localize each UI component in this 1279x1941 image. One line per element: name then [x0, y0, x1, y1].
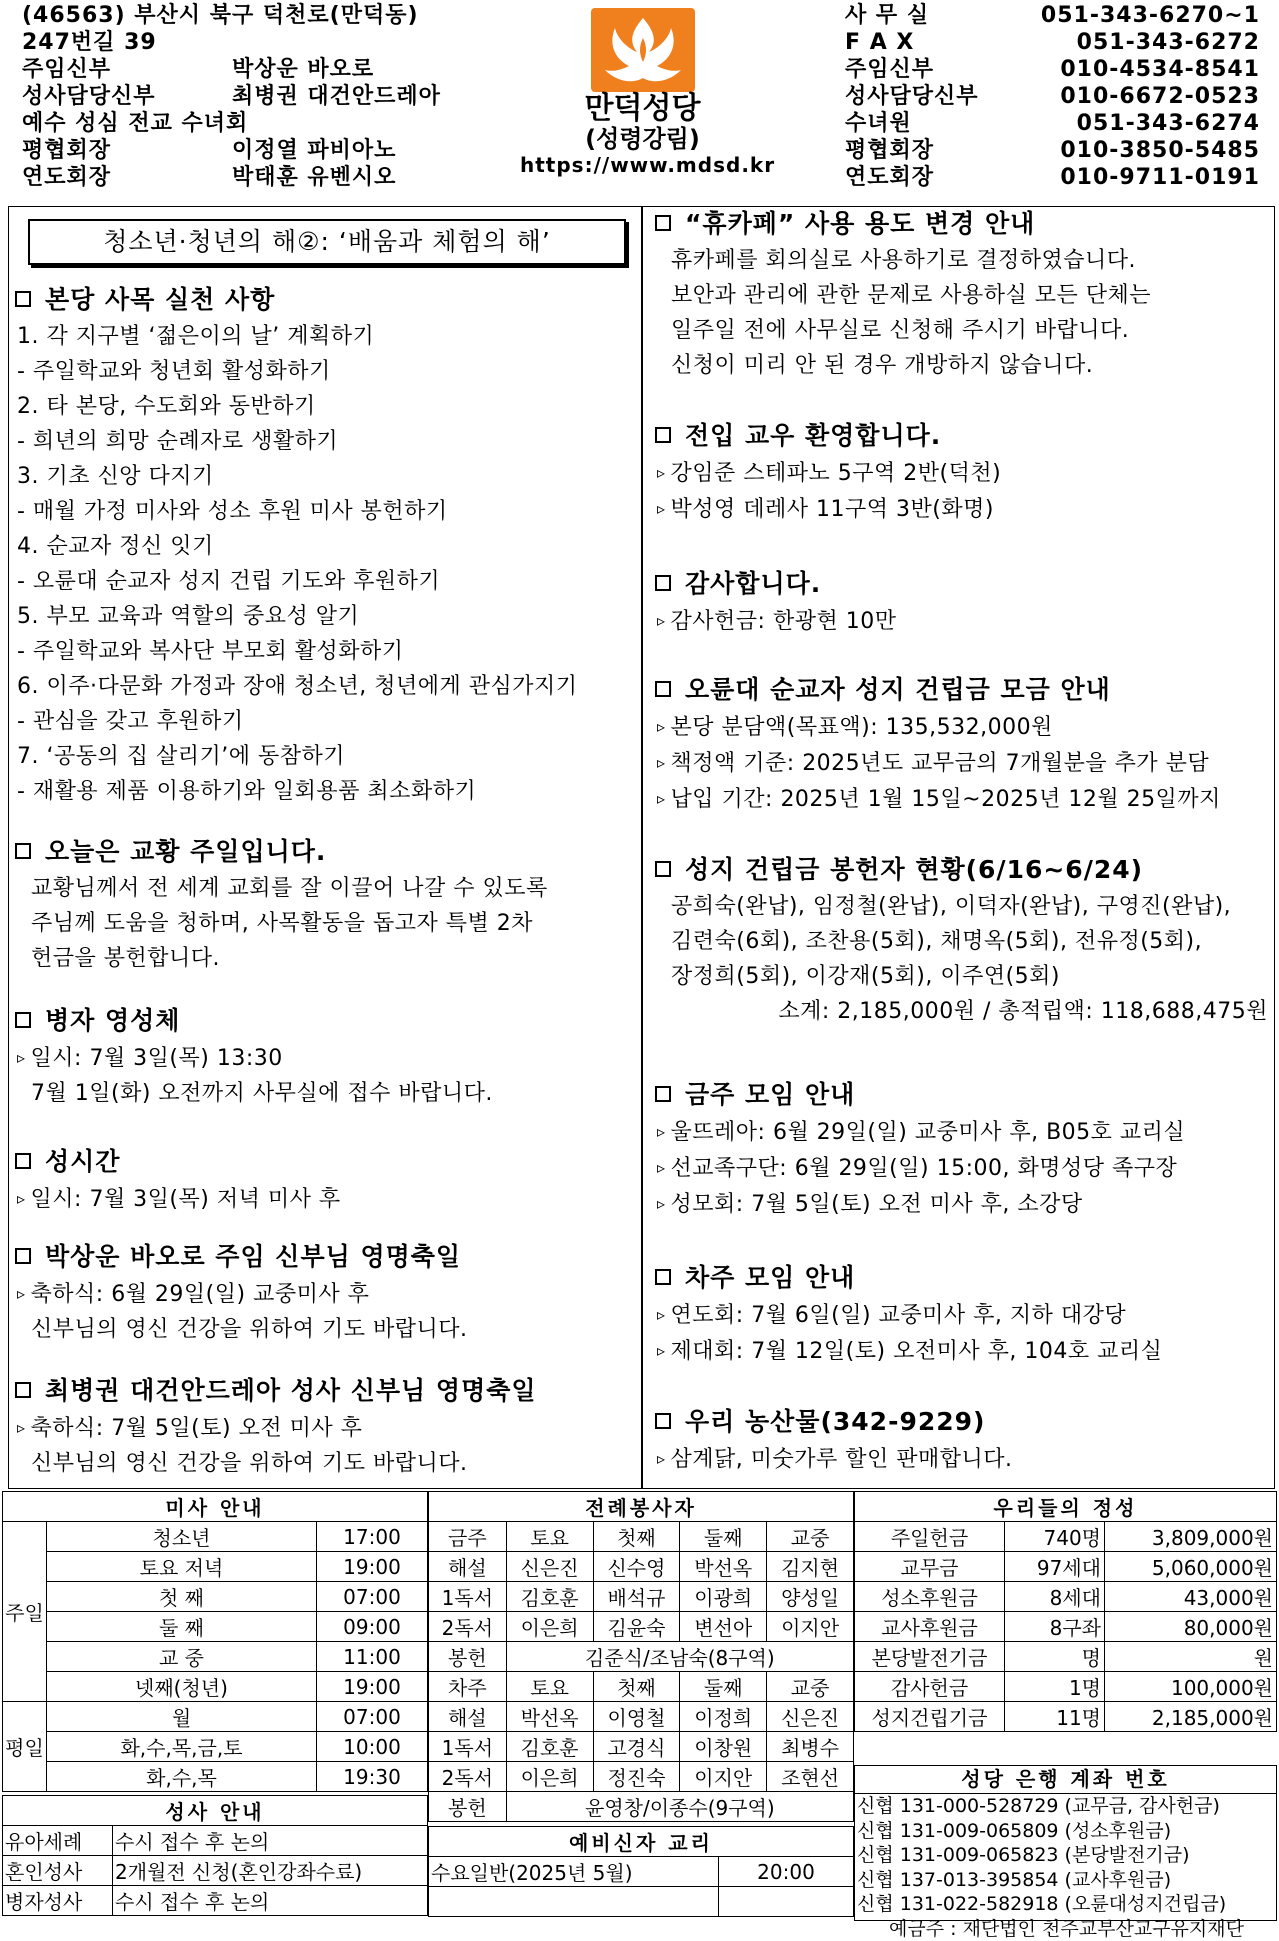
section-line: - 주일학교와 청년회 활성화하기	[9, 354, 642, 389]
header-value: 051-343-6270~1	[1041, 2, 1260, 29]
checkbox-icon	[15, 1012, 31, 1028]
table-cell: 첫째	[593, 1522, 680, 1552]
checkbox-icon	[655, 1413, 671, 1429]
header-label: 예수 성심 전교 수녀회	[22, 110, 248, 137]
table-cell: 토요	[506, 1672, 593, 1702]
checkbox-icon	[655, 681, 671, 697]
header-label: 사 무 실	[845, 2, 1041, 29]
table-row	[429, 1612, 854, 1642]
table-cell: 수요일반(2025년 5월)	[429, 1857, 719, 1887]
table-row	[3, 1762, 428, 1792]
table-cell: 07:00	[317, 1702, 428, 1732]
table-cell: 최병수	[767, 1732, 854, 1762]
table-row	[429, 1762, 854, 1792]
notice-section	[649, 1403, 1274, 1477]
table-cell: 07:00	[317, 1582, 428, 1612]
header-right-row	[845, 83, 1260, 110]
section-line: 2. 타 본당, 수도회와 동반하기	[9, 389, 642, 424]
header-label: 연도회장	[22, 164, 232, 191]
table-row	[855, 1552, 1277, 1582]
header-right-contacts	[845, 2, 1260, 191]
table-cell: 본당발전기금	[855, 1642, 1005, 1672]
section-line: ▹ 책정액 기준: 2025년도 교무금의 7개월분을 추가 분담	[649, 745, 1274, 781]
table-cell: 이은희	[506, 1762, 593, 1792]
section-title	[649, 851, 1274, 889]
section-line: 신부님의 영신 건강을 위하여 기도 바랍니다.	[9, 1446, 642, 1481]
section-line: 교황님께서 전 세계 교회를 잘 이끌어 나갈 수 있도록	[9, 871, 642, 906]
bank-holder: 예금주 : 재단법인 천주교부산교구유지재단	[857, 1917, 1276, 1941]
section-title	[9, 1372, 642, 1410]
table-cell: 19:00	[317, 1672, 428, 1702]
table-row	[3, 1796, 428, 1826]
table-cell: 신수영	[593, 1552, 680, 1582]
table-cell: 성사 안내	[3, 1796, 428, 1826]
header-left-info	[22, 2, 582, 191]
dove-flame-logo-icon	[591, 8, 695, 92]
table-cell: 봉헌	[429, 1642, 507, 1672]
section-line: ▹ 일시: 7월 3일(목) 13:30	[9, 1040, 642, 1076]
bank-accounts-box	[854, 1765, 1277, 1921]
section-line: - 매월 가정 미사와 성소 후원 미사 봉헌하기	[9, 494, 642, 529]
table-cell: 교무금	[855, 1552, 1005, 1582]
church-subtitle: (성령강림)	[520, 126, 765, 152]
table-cell: 2독서	[429, 1612, 507, 1642]
table-cell: 80,000원	[1105, 1612, 1277, 1642]
header-value: 051-343-6272	[1045, 29, 1260, 56]
section-title	[9, 1143, 642, 1181]
table-cell: 김호훈	[506, 1732, 593, 1762]
table-cell: 양성일	[767, 1582, 854, 1612]
table-cell: 박선옥	[506, 1702, 593, 1732]
table-cell: 신은진	[767, 1702, 854, 1732]
header-label: (46563) 부산시 북구 덕천로(만덕동)	[22, 2, 419, 29]
header-label: 평협회장	[22, 137, 232, 164]
header-right-row	[845, 2, 1260, 29]
section-title-text: 본당 사목 실천 사항	[45, 285, 275, 314]
header-value: 최병권 대건안드레아	[232, 83, 441, 110]
header-left-row	[22, 2, 582, 29]
notice-section	[9, 1002, 642, 1111]
checkbox-icon	[655, 215, 671, 231]
table-cell: 병자성사	[3, 1886, 113, 1916]
section-line: 6. 이주·다문화 가정과 장애 청소년, 청년에게 관심가지기	[9, 669, 642, 704]
header-value: 박상운 바오로	[232, 56, 374, 83]
table-cell: 100,000원	[1105, 1672, 1277, 1702]
header-left-row	[22, 137, 582, 164]
table-row	[3, 1886, 428, 1916]
table-cell: 둘째	[680, 1522, 767, 1552]
notice-section	[649, 671, 1274, 817]
section-line: 보안과 관리에 관한 문제로 사용하실 모든 단체는	[649, 278, 1274, 313]
header-label: 수녀원	[845, 110, 1045, 137]
section-line: 공희숙(완납), 임정철(완납), 이덕자(완납), 구영진(완납),	[649, 889, 1274, 924]
checkbox-icon	[15, 843, 31, 859]
section-line: 1. 각 지구별 ‘젊은이의 날’ 계획하기	[9, 319, 642, 354]
table-cell: 화,수,목	[47, 1762, 317, 1792]
table-cell: 3,809,000원	[1105, 1522, 1277, 1552]
notice-section	[649, 1076, 1274, 1222]
header-label: 평협회장	[845, 137, 1045, 164]
header-value: 박태훈 유벤시오	[232, 164, 396, 191]
section-line: - 오륜대 순교자 성지 건립 기도와 후원하기	[9, 564, 642, 599]
header-right-row	[845, 29, 1260, 56]
table-cell: 해설	[429, 1552, 507, 1582]
header-value: 이정열 파비아노	[232, 137, 396, 164]
table-row	[3, 1732, 428, 1762]
header-value: 010-6672-0523	[1045, 83, 1260, 110]
section-title	[649, 671, 1274, 709]
table-cell: 10:00	[317, 1732, 428, 1762]
bank-account: 신협 131-009-065809 (성소후원금)	[857, 1819, 1276, 1844]
table-cell: 1명	[1005, 1672, 1105, 1702]
section-title	[9, 833, 642, 871]
table-cell: 박선옥	[680, 1552, 767, 1582]
table-cell: 17:00	[317, 1522, 428, 1552]
section-title	[9, 281, 642, 319]
table-row	[3, 1826, 428, 1856]
notice-section	[9, 1372, 642, 1481]
section-line: ▹ 성모회: 7월 5일(토) 오전 미사 후, 소강당	[649, 1186, 1274, 1222]
table-cell: 차주	[429, 1672, 507, 1702]
table-cell: 이지안	[680, 1762, 767, 1792]
table-cell: 이영철	[593, 1702, 680, 1732]
section-title-text: 감사합니다.	[685, 569, 821, 598]
section-line: - 주일학교와 복사단 부모회 활성화하기	[9, 634, 642, 669]
table-cell: 예비신자 교리	[429, 1827, 854, 1857]
table-cell: 윤영창/이종수(9구역)	[506, 1792, 853, 1822]
table-cell: 혼인성사	[3, 1856, 113, 1886]
header-value: 010-3850-5485	[1045, 137, 1260, 164]
header-left-row	[22, 56, 582, 83]
section-title-text: 차주 모임 안내	[685, 1263, 855, 1292]
mass-schedule-table	[2, 1491, 428, 1792]
table-cell: 20:00	[719, 1857, 854, 1887]
section-line: 5. 부모 교육과 역할의 중요성 알기	[9, 599, 642, 634]
section-line: 휴카페를 회의실로 사용하기로 결정하였습니다.	[649, 243, 1274, 278]
table-cell: 둘 째	[47, 1612, 317, 1642]
header-right-row	[845, 164, 1260, 191]
section-line: ▹ 삼계닭, 미숫가루 할인 판매합니다.	[649, 1441, 1274, 1477]
header-label: 247번길 39	[22, 29, 157, 56]
table-cell: 감사헌금	[855, 1672, 1005, 1702]
table-cell: 조현선	[767, 1762, 854, 1792]
catechumen-table	[428, 1826, 854, 1917]
section-title	[649, 565, 1274, 603]
checkbox-icon	[655, 575, 671, 591]
table-cell: 주일	[3, 1522, 47, 1702]
table-cell: 교중	[767, 1522, 854, 1552]
table-cell: 우리들의 정성	[855, 1492, 1277, 1522]
table-cell: 해설	[429, 1702, 507, 1732]
section-title-text: 박상운 바오로 주임 신부님 영명축일	[45, 1242, 461, 1271]
checkbox-icon	[15, 1248, 31, 1264]
table-cell: 2독서	[429, 1762, 507, 1792]
section-line: ▹ 일시: 7월 3일(목) 저녁 미사 후	[9, 1181, 642, 1217]
table-row	[855, 1492, 1277, 1522]
section-title-text: 병자 영성체	[45, 1006, 180, 1035]
table-cell: 김준식/조남숙(8구역)	[506, 1642, 853, 1672]
table-row	[3, 1642, 428, 1672]
table-row	[429, 1887, 854, 1917]
section-line: 3. 기초 신앙 다지기	[9, 459, 642, 494]
table-row	[855, 1672, 1277, 1702]
checkbox-icon	[655, 861, 671, 877]
table-cell: 전례봉사자	[429, 1492, 854, 1522]
section-title-text: 성시간	[45, 1147, 120, 1176]
section-line: ▹ 본당 분담액(목표액): 135,532,000원	[649, 709, 1274, 745]
table-cell: 교중	[767, 1672, 854, 1702]
header-value: 010-4534-8541	[1045, 56, 1260, 83]
notice-section	[9, 1238, 642, 1347]
section-title-text: 오륜대 순교자 성지 건립금 모금 안내	[685, 675, 1111, 704]
notice-section	[649, 1259, 1274, 1369]
section-line: - 희년의 희망 순례자로 생활하기	[9, 424, 642, 459]
section-line: 일주일 전에 사무실로 신청해 주시기 바랍니다.	[649, 313, 1274, 348]
table-cell	[429, 1887, 719, 1917]
table-row	[855, 1522, 1277, 1552]
table-cell: 11명	[1005, 1702, 1105, 1732]
section-line: ▹ 연도회: 7월 6일(일) 교중미사 후, 지하 대강당	[649, 1297, 1274, 1333]
table-row	[429, 1857, 854, 1887]
table-row	[3, 1492, 428, 1522]
header-right-row	[845, 56, 1260, 83]
section-title	[649, 1076, 1274, 1114]
table-cell: 명	[1005, 1642, 1105, 1672]
checkbox-icon	[15, 291, 31, 307]
checkbox-icon	[655, 427, 671, 443]
bank-account: 신협 131-000-528729 (교무금, 감사헌금)	[857, 1794, 1276, 1819]
section-line: 신청이 미리 안 된 경우 개방하지 않습니다.	[649, 348, 1274, 383]
table-cell: 8세대	[1005, 1582, 1105, 1612]
table-row	[429, 1552, 854, 1582]
table-cell: 금주	[429, 1522, 507, 1552]
notice-section	[649, 205, 1274, 383]
table-cell: 1독서	[429, 1732, 507, 1762]
section-line: 김련숙(6회), 조찬용(5회), 채명옥(5회), 전유정(5회),	[649, 924, 1274, 959]
table-cell: 첫째	[593, 1672, 680, 1702]
bank-title: 성당 은행 계좌 번호	[855, 1766, 1276, 1794]
section-title	[649, 417, 1274, 455]
section-line: 4. 순교자 정신 잇기	[9, 529, 642, 564]
section-line: 신부님의 영신 건강을 위하여 기도 바랍니다.	[9, 1312, 642, 1347]
table-cell: 97세대	[1005, 1552, 1105, 1582]
section-title-text: 금주 모임 안내	[685, 1080, 855, 1109]
table-cell: 김윤숙	[593, 1612, 680, 1642]
header	[0, 0, 1279, 200]
section-line: 소계: 2,185,000원 / 총적립액: 118,688,475원	[649, 994, 1274, 1029]
section-title-text: 전입 교우 환영합니다.	[685, 421, 941, 450]
table-cell: 김호훈	[506, 1582, 593, 1612]
yearly-theme-box: 청소년·청년의 해②: ‘배움과 체험의 해’	[28, 219, 626, 265]
header-value: 010-9711-0191	[1045, 164, 1260, 191]
table-cell: 원	[1105, 1642, 1277, 1672]
church-name: 만덕성당	[520, 92, 765, 126]
table-row	[3, 1522, 428, 1552]
header-label: F A X	[845, 29, 1045, 56]
notice-section	[9, 1143, 642, 1217]
table-row	[429, 1492, 854, 1522]
section-title-text: “휴카페” 사용 용도 변경 안내	[685, 209, 1035, 238]
table-cell: 둘째	[680, 1672, 767, 1702]
section-line: - 재활용 제품 이용하기와 일회용품 최소화하기	[9, 774, 642, 809]
header-label: 연도회장	[845, 164, 1045, 191]
table-cell: 교 중	[47, 1642, 317, 1672]
church-logo-block	[520, 8, 765, 193]
section-title	[649, 1259, 1274, 1297]
header-left-row	[22, 110, 582, 137]
section-line: ▹ 감사헌금: 한광현 10만	[649, 603, 1274, 639]
section-line: ▹ 납입 기간: 2025년 1월 15일~2025년 12월 25일까지	[649, 781, 1274, 817]
section-line: ▹ 선교족구단: 6월 29일(일) 15:00, 화명성당 족구장	[649, 1150, 1274, 1186]
table-cell: 1독서	[429, 1582, 507, 1612]
table-cell: 유아세례	[3, 1826, 113, 1856]
table-row	[3, 1582, 428, 1612]
table-cell: 신은진	[506, 1552, 593, 1582]
table-cell: 교사후원금	[855, 1612, 1005, 1642]
table-cell: 변선아	[680, 1612, 767, 1642]
header-left-row	[22, 164, 582, 191]
table-cell: 첫 째	[47, 1582, 317, 1612]
section-title-text: 최병권 대건안드레아 성사 신부님 영명축일	[45, 1376, 537, 1405]
table-cell: 740명	[1005, 1522, 1105, 1552]
table-cell: 19:00	[317, 1552, 428, 1582]
column-divider	[641, 206, 643, 1489]
section-title-text: 오늘은 교황 주일입니다.	[45, 837, 326, 866]
table-row	[855, 1582, 1277, 1612]
section-title	[649, 1403, 1274, 1441]
table-cell: 09:00	[317, 1612, 428, 1642]
header-label: 주임신부	[22, 56, 232, 83]
table-cell: 성지건립기금	[855, 1702, 1005, 1732]
header-label: 성사담당신부	[22, 83, 232, 110]
table-cell: 넷째(청년)	[47, 1672, 317, 1702]
section-line: 7월 1일(화) 오전까지 사무실에 접수 바랍니다.	[9, 1076, 642, 1111]
table-row	[429, 1672, 854, 1702]
table-cell: 이정희	[680, 1702, 767, 1732]
table-cell: 봉헌	[429, 1792, 507, 1822]
table-row	[855, 1702, 1277, 1732]
section-line: ▹ 울뜨레아: 6월 29일(일) 교중미사 후, B05호 교리실	[649, 1114, 1274, 1150]
table-row	[3, 1856, 428, 1886]
table-cell: 김지현	[767, 1552, 854, 1582]
section-line: 7. ‘공동의 집 살리기’에 동참하기	[9, 739, 642, 774]
notice-section	[9, 281, 642, 809]
table-cell: 이광희	[680, 1582, 767, 1612]
section-line: - 관심을 갖고 후원하기	[9, 704, 642, 739]
section-title-text: 성지 건립금 봉헌자 현황(6/16~6/24)	[685, 855, 1143, 884]
sacrament-table	[2, 1795, 428, 1916]
church-url-link[interactable]: https://www.mdsd.kr	[520, 152, 765, 178]
table-row	[3, 1702, 428, 1732]
table-cell: 19:30	[317, 1762, 428, 1792]
table-cell: 수시 접수 후 논의	[113, 1886, 428, 1916]
header-left-row	[22, 29, 582, 56]
table-cell: 5,060,000원	[1105, 1552, 1277, 1582]
table-row	[429, 1642, 854, 1672]
table-cell: 고경식	[593, 1732, 680, 1762]
header-value: 051-343-6274	[1045, 110, 1260, 137]
table-cell: 8구좌	[1005, 1612, 1105, 1642]
table-row	[3, 1672, 428, 1702]
section-title-text: 우리 농산물(342-9229)	[685, 1407, 985, 1436]
offering-table	[854, 1491, 1277, 1732]
header-label: 성사담당신부	[845, 83, 1045, 110]
table-cell: 이창원	[680, 1732, 767, 1762]
table-cell: 토요	[506, 1522, 593, 1552]
table-cell: 2개월전 신청(혼인강좌수료)	[113, 1856, 428, 1886]
table-cell: 정진숙	[593, 1762, 680, 1792]
table-cell: 화,수,목,금,토	[47, 1732, 317, 1762]
table-cell: 배석규	[593, 1582, 680, 1612]
checkbox-icon	[655, 1086, 671, 1102]
bank-account: 신협 131-009-065823 (본당발전기금)	[857, 1843, 1276, 1868]
table-cell: 청소년	[47, 1522, 317, 1552]
table-cell: 2,185,000원	[1105, 1702, 1277, 1732]
table-cell: 이지안	[767, 1612, 854, 1642]
table-row	[429, 1827, 854, 1857]
section-line: ▹ 제대회: 7월 12일(토) 오전미사 후, 104호 교리실	[649, 1333, 1274, 1369]
section-line: ▹ 박성영 데레사 11구역 3반(화명)	[649, 491, 1274, 527]
table-cell: 월	[47, 1702, 317, 1732]
section-title	[9, 1238, 642, 1276]
table-row	[855, 1612, 1277, 1642]
table-row	[429, 1582, 854, 1612]
table-row	[429, 1702, 854, 1732]
bank-account: 신협 137-013-395854 (교사후원금)	[857, 1868, 1276, 1893]
section-line: 헌금을 봉헌합니다.	[9, 941, 642, 976]
table-cell: 미사 안내	[3, 1492, 428, 1522]
section-line: 주님께 도움을 청하며, 사목활동을 돕고자 특별 2차	[9, 906, 642, 941]
notice-section	[649, 417, 1274, 527]
table-row	[429, 1792, 854, 1822]
table-row	[3, 1552, 428, 1582]
checkbox-icon	[655, 1269, 671, 1285]
checkbox-icon	[15, 1153, 31, 1169]
bank-account: 신협 131-022-582918 (오륜대성지건립금)	[857, 1892, 1276, 1917]
table-cell: 주일헌금	[855, 1522, 1005, 1552]
section-title	[9, 1002, 642, 1040]
header-right-row	[845, 137, 1260, 164]
section-title	[649, 205, 1274, 243]
notice-section	[649, 851, 1274, 1029]
header-right-row	[845, 110, 1260, 137]
section-line: 장정희(5회), 이강재(5회), 이주연(5회)	[649, 959, 1274, 994]
table-cell: 수시 접수 후 논의	[113, 1826, 428, 1856]
liturgy-servers-table	[428, 1491, 854, 1822]
table-cell: 평일	[3, 1702, 47, 1792]
table-cell: 43,000원	[1105, 1582, 1277, 1612]
checkbox-icon	[15, 1382, 31, 1398]
notice-section	[9, 833, 642, 976]
table-cell: 11:00	[317, 1642, 428, 1672]
section-line: ▹ 강임준 스테파노 5구역 2반(덕천)	[649, 455, 1274, 491]
section-line: ▹ 축하식: 7월 5일(토) 오전 미사 후	[9, 1410, 642, 1446]
table-row	[855, 1642, 1277, 1672]
table-row	[3, 1612, 428, 1642]
header-left-row	[22, 83, 582, 110]
table-row	[429, 1522, 854, 1552]
section-line: ▹ 축하식: 6월 29일(일) 교중미사 후	[9, 1276, 642, 1312]
table-cell: 성소후원금	[855, 1582, 1005, 1612]
table-row	[429, 1732, 854, 1762]
table-cell: 이은희	[506, 1612, 593, 1642]
table-cell: 토요 저녁	[47, 1552, 317, 1582]
notice-section	[649, 565, 1274, 639]
table-cell	[719, 1887, 854, 1917]
header-label: 주임신부	[845, 56, 1045, 83]
